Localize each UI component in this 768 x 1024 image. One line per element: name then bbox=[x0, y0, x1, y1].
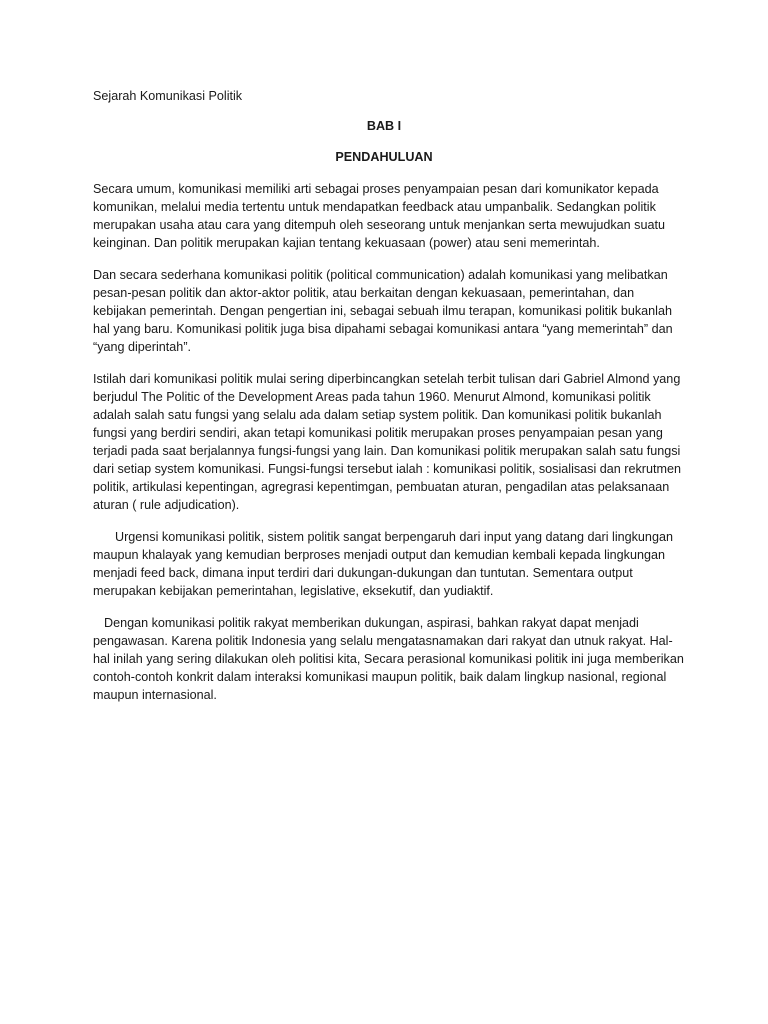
paragraph-3: Istilah dari komunikasi politik mulai sering diperbincangkan setelah terbit tulisan dari Gabriel Almond yang berjudul The Politic of the Development Areas pada tahun 1960. Menurut Almond, komunikasi politik adalah salah satu fungsi yang selalu ada dalam setiap system politik. Dan komunikasi politik bukanlah fungsi yang berdiri sendiri, akan tetapi komunikasi politik merupakan proses penyampaian pesan yang terjadi pada saat berjalannya fungsi-fungsi yang lain. Dan komunikasi politik merupakan salah satu fungsi dari setiap system komunikasi. Fungsi-fungsi tersebut ialah : komunikasi politik, sosialisasi dan rekrutmen politik, artikulasi kepentingan, agregrasi kepentimgan, pembuatan aturan, pengadilan atas pelaksanaan aturan ( rule adjudication). bbox=[93, 372, 681, 512]
document-body bbox=[93, 180, 685, 718]
document-title: Sejarah Komunikasi Politik bbox=[93, 89, 243, 103]
paragraph-5: Dengan komunikasi politik rakyat memberikan dukungan, aspirasi, bahkan rakyat dapat menjadi pengawasan. Karena politik Indonesia yang selalu mengatasnamakan dari rakyat dan utnuk rakyat. Hal-hal inilah yang sering dilakukan oleh politisi kita, Secara perasional komunikasi politik ini juga memberikan contoh-contoh konkrit dalam interaksi komunikasi maupun politik, baik dalam lingkup nasional, regional maupun internasional. bbox=[93, 616, 684, 702]
paragraph-4: Urgensi komunikasi politik, sistem politik sangat berpengaruh dari input yang datang dari lingkungan maupun khalayak yang kemudian berproses menjadi output dan kemudian kembali kepada lingkungan menjadi feed back, dimana input terdiri dari dukungan-dukungan dan tuntutan. Sementara output merupakan kebijakan pemerintahan, legislative, eksekutif, dan yudiaktif. bbox=[93, 530, 673, 598]
paragraph-1: Secara umum, komunikasi memiliki arti sebagai proses penyampaian pesan dari komunikator kepada komunikan, melalui media tertentu untuk mendapatkan feedback atau umpanbalik. Sedangkan politik merupakan usaha atau cara yang ditempuh oleh seseorang untuk menjankan serta mewujudkan suatu keinginan. Dan politik merupakan kajian tentang kekuasaan (power) atau seni memerintah. bbox=[93, 182, 665, 250]
section-heading: PENDAHULUAN bbox=[335, 150, 433, 164]
chapter-heading: BAB I bbox=[366, 119, 402, 133]
paragraph-2: Dan secara sederhana komunikasi politik (political communication) adalah komunikasi yang melibatkan pesan-pesan politik dan aktor-aktor politik, atau berkaitan dengan kekuasaan, pemerintahan, dan kebijakan pemerintah. Dengan pengertian ini, sebagai sebuah ilmu terapan, komunikasi politik bukanlah hal yang baru. Komunikasi politik juga bisa dipahami sebagai komunikasi antara “yang memerintah” dan “yang diperintah”. bbox=[93, 268, 673, 354]
